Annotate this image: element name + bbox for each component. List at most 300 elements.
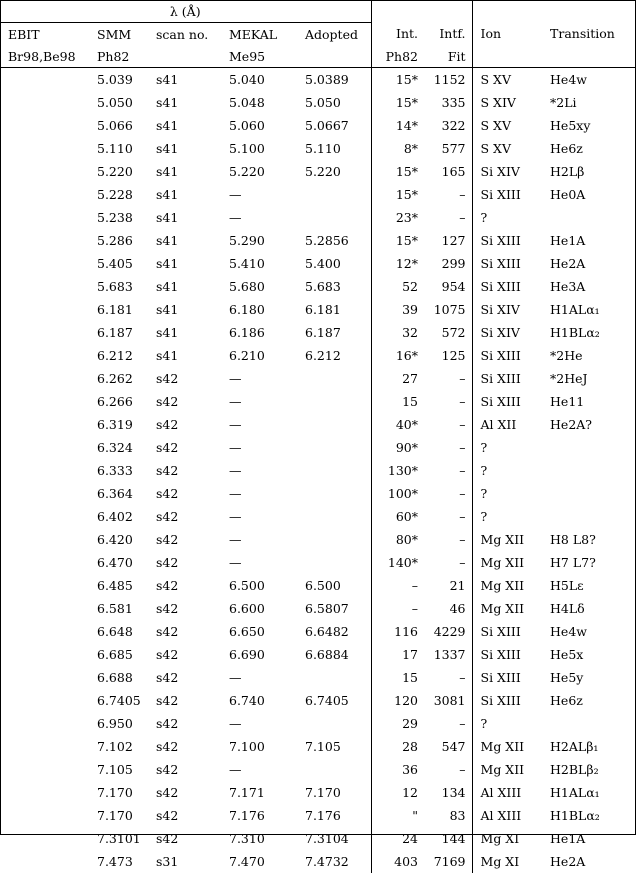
cell-ion: Si XIII [472, 367, 542, 390]
col-header-int: Int. [371, 23, 424, 46]
cell-int: 12 [371, 781, 424, 804]
cell-transition: H4Lδ [542, 597, 636, 620]
table-row [0, 758, 636, 781]
cell-int: 15* [371, 91, 424, 114]
cell-intf: 1337 [424, 643, 472, 666]
table-row [0, 229, 636, 252]
cell-smm: 6.648 [89, 620, 148, 643]
table-row [0, 620, 636, 643]
cell-ion: Mg XII [472, 735, 542, 758]
cell-smm: 6.266 [89, 390, 148, 413]
cell-int: 60* [371, 505, 424, 528]
cell-ion: Mg XI [472, 827, 542, 850]
cell-intf: 577 [424, 137, 472, 160]
cell-scan: s41 [148, 321, 221, 344]
cell-transition: H2BLβ₂ [542, 758, 636, 781]
cell-intf: 335 [424, 91, 472, 114]
col-subheader-scan [148, 45, 221, 68]
cell-smm: 6.262 [89, 367, 148, 390]
cell-mekal: — [221, 367, 297, 390]
cell-transition: He2A [542, 850, 636, 873]
cell-ebit [0, 551, 89, 574]
cell-smm: 6.212 [89, 344, 148, 367]
cell-intf: 572 [424, 321, 472, 344]
cell-adopted [297, 206, 371, 229]
cell-ebit [0, 344, 89, 367]
cell-ion: S XV [472, 137, 542, 160]
cell-int: 80* [371, 528, 424, 551]
cell-adopted: 7.176 [297, 804, 371, 827]
table-row [0, 482, 636, 505]
cell-smm: 5.286 [89, 229, 148, 252]
cell-scan: s41 [148, 275, 221, 298]
cell-mekal: 7.171 [221, 781, 297, 804]
table-row [0, 459, 636, 482]
cell-transition: H7 L7? [542, 551, 636, 574]
cell-ebit [0, 643, 89, 666]
cell-transition: He5y [542, 666, 636, 689]
table-row [0, 114, 636, 137]
cell-transition: He4w [542, 620, 636, 643]
cell-smm: 6.581 [89, 597, 148, 620]
cell-transition [542, 482, 636, 505]
cell-ion: Mg XII [472, 551, 542, 574]
cell-smm: 5.683 [89, 275, 148, 298]
cell-scan: s42 [148, 505, 221, 528]
cell-adopted [297, 482, 371, 505]
cell-scan: s42 [148, 413, 221, 436]
cell-ebit [0, 758, 89, 781]
cell-int: 23* [371, 206, 424, 229]
cell-scan: s42 [148, 620, 221, 643]
col-subheader-intf: Fit [424, 45, 472, 68]
cell-transition: H1BLα₂ [542, 321, 636, 344]
cell-intf: – [424, 482, 472, 505]
cell-intf: 547 [424, 735, 472, 758]
cell-ion: Si XIII [472, 229, 542, 252]
cell-mekal: 5.290 [221, 229, 297, 252]
cell-adopted [297, 551, 371, 574]
cell-mekal: 6.500 [221, 574, 297, 597]
cell-mekal: — [221, 666, 297, 689]
cell-intf: 3081 [424, 689, 472, 712]
cell-int: – [371, 574, 424, 597]
cell-adopted: 6.6482 [297, 620, 371, 643]
cell-intf: – [424, 505, 472, 528]
cell-intf: – [424, 183, 472, 206]
cell-intf: 954 [424, 275, 472, 298]
header-row-sub [0, 45, 636, 68]
cell-int: 140* [371, 551, 424, 574]
col-header-transition: Transition [542, 23, 636, 46]
cell-int: 36 [371, 758, 424, 781]
cell-ebit [0, 735, 89, 758]
cell-int: 24 [371, 827, 424, 850]
table-body [0, 68, 636, 873]
table-row [0, 252, 636, 275]
table-row [0, 689, 636, 712]
cell-scan: s42 [148, 643, 221, 666]
table-row [0, 712, 636, 735]
cell-smm: 7.3101 [89, 827, 148, 850]
cell-adopted: 7.4732 [297, 850, 371, 873]
cell-adopted [297, 758, 371, 781]
col-subheader-mekal: Me95 [221, 45, 297, 68]
cell-adopted: 5.050 [297, 91, 371, 114]
cell-intf: 4229 [424, 620, 472, 643]
cell-intf: 125 [424, 344, 472, 367]
cell-ebit [0, 91, 89, 114]
cell-int: 12* [371, 252, 424, 275]
table-row [0, 827, 636, 850]
col-subheader-ebit: Br98,Be98 [0, 45, 89, 68]
cell-mekal: — [221, 712, 297, 735]
cell-scan: s41 [148, 298, 221, 321]
cell-transition: He1A [542, 229, 636, 252]
cell-int: 403 [371, 850, 424, 873]
cell-smm: 7.473 [89, 850, 148, 873]
col-subheader-smm: Ph82 [89, 45, 148, 68]
cell-ion: ? [472, 436, 542, 459]
cell-smm: 6.470 [89, 551, 148, 574]
cell-int: 15* [371, 183, 424, 206]
cell-mekal: — [221, 551, 297, 574]
lambda-header: λ (Å) [0, 0, 371, 23]
cell-intf: 46 [424, 597, 472, 620]
cell-scan: s42 [148, 827, 221, 850]
cell-smm: 5.066 [89, 114, 148, 137]
cell-int: 116 [371, 620, 424, 643]
cell-ebit [0, 114, 89, 137]
cell-int: 40* [371, 413, 424, 436]
cell-ebit [0, 68, 89, 92]
cell-ion: Al XIII [472, 804, 542, 827]
cell-mekal: — [221, 482, 297, 505]
cell-mekal: 6.186 [221, 321, 297, 344]
cell-intf: – [424, 413, 472, 436]
table-row [0, 850, 636, 873]
cell-adopted [297, 505, 371, 528]
cell-ebit [0, 206, 89, 229]
cell-smm: 6.181 [89, 298, 148, 321]
cell-smm: 7.170 [89, 804, 148, 827]
col-subheader-transition [542, 45, 636, 68]
cell-intf: 299 [424, 252, 472, 275]
cell-scan: s42 [148, 436, 221, 459]
cell-ebit [0, 804, 89, 827]
cell-ion: Si XIII [472, 252, 542, 275]
col-subheader-ion [472, 45, 542, 68]
cell-mekal: 7.310 [221, 827, 297, 850]
cell-ion: Mg XII [472, 597, 542, 620]
table-row [0, 735, 636, 758]
cell-ion: Si XIII [472, 643, 542, 666]
cell-transition: H5Lε [542, 574, 636, 597]
cell-scan: s41 [148, 68, 221, 92]
cell-ebit [0, 850, 89, 873]
table-row [0, 390, 636, 413]
cell-smm: 6.319 [89, 413, 148, 436]
cell-adopted: 5.400 [297, 252, 371, 275]
cell-mekal: — [221, 206, 297, 229]
table-row [0, 321, 636, 344]
cell-intf: 165 [424, 160, 472, 183]
cell-int: – [371, 597, 424, 620]
cell-transition: He3A [542, 275, 636, 298]
cell-ebit [0, 574, 89, 597]
col-header-mekal: MEKAL [221, 23, 297, 46]
cell-scan: s42 [148, 666, 221, 689]
cell-smm: 7.170 [89, 781, 148, 804]
cell-scan: s42 [148, 574, 221, 597]
cell-transition: He5x [542, 643, 636, 666]
cell-ebit [0, 275, 89, 298]
cell-ion: Al XIII [472, 781, 542, 804]
cell-int: 130* [371, 459, 424, 482]
cell-ion: ? [472, 459, 542, 482]
cell-ebit [0, 712, 89, 735]
header-empty-int [371, 0, 472, 23]
col-subheader-adopted [297, 45, 371, 68]
cell-intf: – [424, 459, 472, 482]
cell-intf: – [424, 528, 472, 551]
table-row [0, 206, 636, 229]
cell-mekal: — [221, 390, 297, 413]
cell-transition: He6z [542, 689, 636, 712]
cell-mekal: 5.220 [221, 160, 297, 183]
table-row [0, 574, 636, 597]
cell-transition: *2Li [542, 91, 636, 114]
cell-ion: Mg XII [472, 574, 542, 597]
cell-intf: 127 [424, 229, 472, 252]
cell-scan: s42 [148, 528, 221, 551]
cell-scan: s42 [148, 597, 221, 620]
cell-scan: s42 [148, 712, 221, 735]
cell-scan: s42 [148, 459, 221, 482]
cell-intf: – [424, 712, 472, 735]
cell-smm: 5.220 [89, 160, 148, 183]
cell-adopted [297, 183, 371, 206]
cell-intf: – [424, 206, 472, 229]
cell-adopted: 5.220 [297, 160, 371, 183]
cell-int: 15* [371, 229, 424, 252]
cell-mekal: — [221, 413, 297, 436]
cell-adopted [297, 367, 371, 390]
cell-ebit [0, 413, 89, 436]
cell-ebit [0, 390, 89, 413]
cell-transition [542, 505, 636, 528]
cell-mekal: 7.470 [221, 850, 297, 873]
cell-ebit [0, 666, 89, 689]
cell-scan: s41 [148, 206, 221, 229]
cell-ebit [0, 597, 89, 620]
table-row [0, 367, 636, 390]
cell-int: 120 [371, 689, 424, 712]
cell-transition: He4w [542, 68, 636, 92]
header-row-wavelength [0, 0, 636, 23]
cell-ebit [0, 459, 89, 482]
cell-ion: Si XIV [472, 160, 542, 183]
col-subheader-int: Ph82 [371, 45, 424, 68]
cell-transition: He5xy [542, 114, 636, 137]
cell-scan: s41 [148, 114, 221, 137]
cell-smm: 6.364 [89, 482, 148, 505]
cell-transition: H1BLα₂ [542, 804, 636, 827]
col-header-intf: Intf. [424, 23, 472, 46]
cell-adopted [297, 436, 371, 459]
cell-scan: s31 [148, 850, 221, 873]
table-row [0, 413, 636, 436]
cell-scan: s42 [148, 689, 221, 712]
cell-mekal: 7.100 [221, 735, 297, 758]
cell-scan: s41 [148, 160, 221, 183]
cell-ion: Si XIV [472, 298, 542, 321]
cell-adopted: 5.683 [297, 275, 371, 298]
cell-int: 100* [371, 482, 424, 505]
cell-ion: S XV [472, 114, 542, 137]
cell-mekal: 6.740 [221, 689, 297, 712]
cell-ion: S XIV [472, 91, 542, 114]
cell-transition [542, 206, 636, 229]
cell-scan: s41 [148, 252, 221, 275]
cell-ion: Al XII [472, 413, 542, 436]
cell-int: 90* [371, 436, 424, 459]
cell-adopted: 6.5807 [297, 597, 371, 620]
table-row [0, 781, 636, 804]
cell-intf: 21 [424, 574, 472, 597]
cell-smm: 6.187 [89, 321, 148, 344]
cell-adopted: 6.500 [297, 574, 371, 597]
cell-ion: Si XIII [472, 275, 542, 298]
cell-intf: 1075 [424, 298, 472, 321]
cell-mekal: — [221, 459, 297, 482]
cell-int: " [371, 804, 424, 827]
cell-adopted: 7.170 [297, 781, 371, 804]
cell-smm: 5.050 [89, 91, 148, 114]
cell-ion: Mg XII [472, 528, 542, 551]
cell-adopted: 6.181 [297, 298, 371, 321]
cell-smm: 6.402 [89, 505, 148, 528]
cell-smm: 5.238 [89, 206, 148, 229]
cell-intf: – [424, 551, 472, 574]
cell-adopted [297, 666, 371, 689]
cell-transition: He11 [542, 390, 636, 413]
cell-scan: s41 [148, 137, 221, 160]
cell-adopted [297, 390, 371, 413]
cell-int: 27 [371, 367, 424, 390]
cell-adopted [297, 459, 371, 482]
cell-int: 15 [371, 390, 424, 413]
cell-adopted: 5.110 [297, 137, 371, 160]
cell-mekal: 6.690 [221, 643, 297, 666]
cell-ion: Si XIII [472, 390, 542, 413]
cell-ebit [0, 229, 89, 252]
cell-ion: ? [472, 505, 542, 528]
cell-transition [542, 436, 636, 459]
cell-smm: 6.688 [89, 666, 148, 689]
cell-intf: – [424, 436, 472, 459]
cell-ebit [0, 781, 89, 804]
table-row [0, 160, 636, 183]
col-header-ebit: EBIT [0, 23, 89, 46]
cell-mekal: 6.180 [221, 298, 297, 321]
cell-mekal: — [221, 528, 297, 551]
cell-intf: 144 [424, 827, 472, 850]
cell-ion: ? [472, 712, 542, 735]
cell-ebit [0, 298, 89, 321]
cell-ebit [0, 367, 89, 390]
table-row [0, 137, 636, 160]
cell-intf: 83 [424, 804, 472, 827]
cell-intf: – [424, 390, 472, 413]
cell-adopted: 5.0389 [297, 68, 371, 92]
cell-scan: s42 [148, 758, 221, 781]
cell-mekal: — [221, 436, 297, 459]
cell-intf: – [424, 666, 472, 689]
cell-mekal: 5.680 [221, 275, 297, 298]
col-header-ion: Ion [472, 23, 542, 46]
table-row [0, 597, 636, 620]
cell-ebit [0, 160, 89, 183]
cell-ebit [0, 183, 89, 206]
cell-int: 39 [371, 298, 424, 321]
cell-transition: He0A [542, 183, 636, 206]
cell-adopted: 7.105 [297, 735, 371, 758]
table-row [0, 298, 636, 321]
cell-transition [542, 459, 636, 482]
cell-int: 16* [371, 344, 424, 367]
cell-intf: 7169 [424, 850, 472, 873]
cell-intf: 134 [424, 781, 472, 804]
cell-ion: ? [472, 206, 542, 229]
cell-ion: ? [472, 482, 542, 505]
cell-ebit [0, 321, 89, 344]
cell-intf: – [424, 758, 472, 781]
cell-mekal: 5.048 [221, 91, 297, 114]
cell-ebit [0, 482, 89, 505]
cell-scan: s41 [148, 183, 221, 206]
table-row [0, 528, 636, 551]
cell-transition: He6z [542, 137, 636, 160]
cell-adopted: 5.0667 [297, 114, 371, 137]
table-row [0, 68, 636, 92]
cell-int: 15 [371, 666, 424, 689]
cell-adopted: 6.7405 [297, 689, 371, 712]
table-row [0, 344, 636, 367]
cell-scan: s42 [148, 781, 221, 804]
cell-mekal: — [221, 183, 297, 206]
header-empty-ion [472, 0, 636, 23]
cell-ebit [0, 436, 89, 459]
col-header-scan: scan no. [148, 23, 221, 46]
table-row [0, 643, 636, 666]
cell-smm: 7.102 [89, 735, 148, 758]
cell-ion: Si XIII [472, 620, 542, 643]
cell-transition: H1ALα₁ [542, 298, 636, 321]
cell-adopted: 6.187 [297, 321, 371, 344]
cell-transition: H1ALα₁ [542, 781, 636, 804]
cell-ion: Si XIII [472, 666, 542, 689]
cell-scan: s42 [148, 482, 221, 505]
cell-ion: Si XIV [472, 321, 542, 344]
cell-transition: H8 L8? [542, 528, 636, 551]
cell-transition: He1A [542, 827, 636, 850]
cell-int: 52 [371, 275, 424, 298]
cell-ion: Si XIII [472, 344, 542, 367]
cell-transition: He2A? [542, 413, 636, 436]
cell-mekal: 5.040 [221, 68, 297, 92]
table-row [0, 91, 636, 114]
